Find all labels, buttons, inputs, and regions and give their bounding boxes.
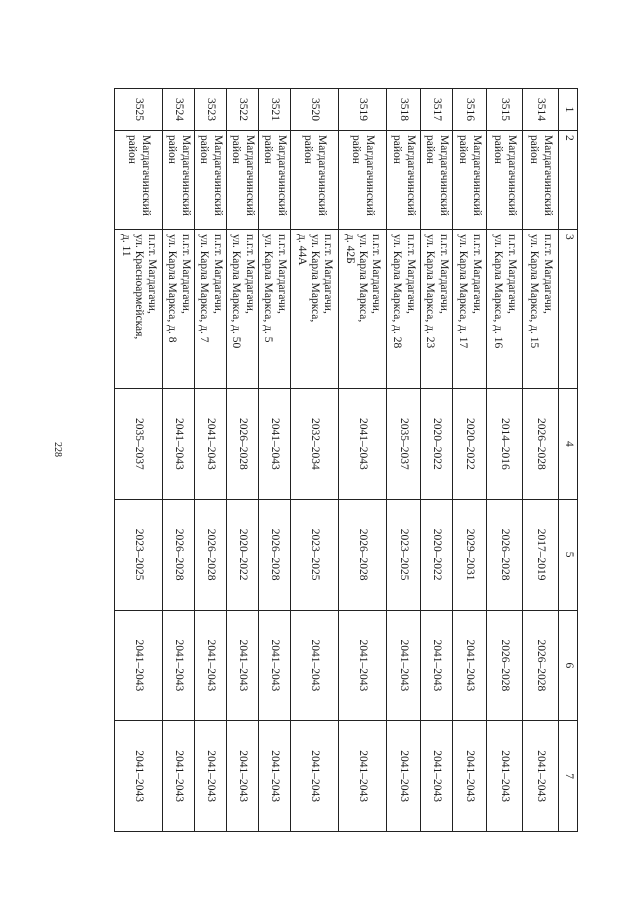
address-cell xyxy=(163,230,195,389)
row-number-cell: 3516 xyxy=(453,89,487,131)
address-cell xyxy=(291,230,339,389)
address-cell xyxy=(115,230,163,389)
district-cell-line: Магдагачинский xyxy=(275,135,288,216)
period-cell-col7: 2041–2043 xyxy=(421,721,453,832)
address-cell-line: ул. Карла Маркса, д. 50 xyxy=(230,234,243,349)
address-cell-line: ул. Карла Маркса, д. 7 xyxy=(198,234,211,343)
district-cell-line: район xyxy=(391,135,404,164)
district-cell-line: Магдагачинский xyxy=(179,135,192,216)
period-cell-col5: 2029–2031 xyxy=(453,499,487,610)
table-body xyxy=(115,89,559,832)
period-cell-col6: 2041–2043 xyxy=(259,610,291,721)
table-row xyxy=(339,89,387,832)
address-cell-line: ул. Карла Маркса, xyxy=(357,234,370,323)
district-cell-line: район xyxy=(457,135,470,164)
district-cell xyxy=(227,131,259,230)
address-cell xyxy=(523,230,559,389)
address-cell-line: ул. Карла Маркса, xyxy=(309,234,322,323)
district-cell-line: район xyxy=(302,135,315,164)
row-number-cell: 3519 xyxy=(339,89,387,131)
period-cell-col7: 2041–2043 xyxy=(291,721,339,832)
address-cell xyxy=(421,230,453,389)
district-cell-line: Магдагачинский xyxy=(211,135,224,216)
period-cell-col6: 2026–2028 xyxy=(523,610,559,721)
period-cell-col7: 2041–2043 xyxy=(115,721,163,832)
table-row xyxy=(227,89,259,832)
period-cell-col7: 2041–2043 xyxy=(523,721,559,832)
period-cell-col7: 2041–2043 xyxy=(259,721,291,832)
row-number-cell: 3522 xyxy=(227,89,259,131)
district-cell-line: район xyxy=(492,135,505,164)
period-cell-col4: 2041–2043 xyxy=(195,389,227,500)
period-cell-col5: 2026–2028 xyxy=(195,499,227,610)
district-cell-line: район xyxy=(424,135,437,164)
row-number-cell: 3517 xyxy=(421,89,453,131)
period-cell-col4: 2041–2043 xyxy=(163,389,195,500)
district-cell-line: район xyxy=(166,135,179,164)
column-header-1: 1 xyxy=(559,89,578,131)
address-cell xyxy=(453,230,487,389)
address-cell-line: д. 42Б xyxy=(343,234,356,264)
period-cell-col4: 2014–2016 xyxy=(487,389,523,500)
column-header-6: 6 xyxy=(559,610,578,721)
district-cell-line: район xyxy=(350,135,363,164)
period-cell-col6: 2041–2043 xyxy=(115,610,163,721)
address-cell-line: ул. Карла Маркса, д. 16 xyxy=(492,234,505,349)
column-header-5: 5 xyxy=(559,499,578,610)
period-cell-col7: 2041–2043 xyxy=(339,721,387,832)
table-row xyxy=(387,89,421,832)
table-row xyxy=(163,89,195,832)
address-cell-line: п.г.т. Магдагачи, xyxy=(370,234,383,314)
district-cell xyxy=(523,131,559,230)
row-number-cell: 3521 xyxy=(259,89,291,131)
period-cell-col6: 2041–2043 xyxy=(453,610,487,721)
table-row xyxy=(115,89,163,832)
address-cell-line: п.г.т. Магдагачи, xyxy=(243,234,256,314)
district-cell xyxy=(259,131,291,230)
district-cell-line: Магдагачинский xyxy=(315,135,328,216)
district-cell xyxy=(453,131,487,230)
column-header-4: 4 xyxy=(559,389,578,500)
period-cell-col5: 2026–2028 xyxy=(259,499,291,610)
district-cell-line: Магдагачинский xyxy=(139,135,152,216)
period-cell-col4: 2032–2034 xyxy=(291,389,339,500)
schedule-table xyxy=(114,88,578,832)
period-cell-col7: 2041–2043 xyxy=(163,721,195,832)
address-cell-line: ул. Карла Маркса, д. 15 xyxy=(528,234,541,349)
row-number-cell: 3514 xyxy=(523,89,559,131)
header-row xyxy=(559,89,578,832)
page-number: 228 xyxy=(52,442,63,457)
district-cell xyxy=(487,131,523,230)
district-cell-line: Магдагачинский xyxy=(404,135,417,216)
address-cell xyxy=(487,230,523,389)
address-cell-line: ул. Карла Маркса, д. 17 xyxy=(457,234,470,349)
district-cell-line: Магдагачинский xyxy=(470,135,483,216)
district-cell-line: Магдагачинский xyxy=(243,135,256,216)
period-cell-col7: 2041–2043 xyxy=(227,721,259,832)
period-cell-col7: 2041–2043 xyxy=(487,721,523,832)
period-cell-col5: 2023–2025 xyxy=(115,499,163,610)
district-cell-line: район xyxy=(262,135,275,164)
period-cell-col6: 2041–2043 xyxy=(339,610,387,721)
address-cell-line: п.г.т. Магдагачи, xyxy=(437,234,450,314)
district-cell-line: Магдагачинский xyxy=(437,135,450,216)
district-cell xyxy=(339,131,387,230)
district-cell xyxy=(115,131,163,230)
address-cell-line: ул. Карла Маркса, д. 8 xyxy=(166,234,179,343)
district-cell xyxy=(387,131,421,230)
address-cell-line: ул. Карла Маркса, д. 28 xyxy=(391,234,404,349)
period-cell-col6: 2041–2043 xyxy=(387,610,421,721)
period-cell-col5: 2026–2028 xyxy=(163,499,195,610)
period-cell-col4: 2026–2028 xyxy=(227,389,259,500)
district-cell-line: район xyxy=(198,135,211,164)
district-cell xyxy=(421,131,453,230)
period-cell-col4: 2035–2037 xyxy=(387,389,421,500)
address-cell xyxy=(227,230,259,389)
address-cell-line: д. 44А xyxy=(295,234,308,266)
district-cell xyxy=(291,131,339,230)
column-header-7: 7 xyxy=(559,721,578,832)
address-cell xyxy=(195,230,227,389)
period-cell-col4: 2026–2028 xyxy=(523,389,559,500)
table-row xyxy=(195,89,227,832)
period-cell-col5: 2026–2028 xyxy=(487,499,523,610)
period-cell-col6: 2041–2043 xyxy=(163,610,195,721)
period-cell-col6: 2041–2043 xyxy=(195,610,227,721)
column-header-3: 3 xyxy=(559,230,578,389)
period-cell-col4: 2035–2037 xyxy=(115,389,163,500)
rotated-table-container xyxy=(114,88,578,832)
table-row xyxy=(453,89,487,832)
address-cell-line: п.г.т. Магдагачи, xyxy=(470,234,483,314)
period-cell-col5: 2026–2028 xyxy=(339,499,387,610)
district-cell-line: район xyxy=(126,135,139,164)
row-number-cell: 3515 xyxy=(487,89,523,131)
address-cell-line: п.г.т. Магдагачи, xyxy=(404,234,417,314)
row-number-cell: 3524 xyxy=(163,89,195,131)
address-cell xyxy=(339,230,387,389)
address-cell-line: п.г.т. Магдагачи, xyxy=(322,234,335,314)
period-cell-col5: 2017–2019 xyxy=(523,499,559,610)
period-cell-col5: 2023–2025 xyxy=(387,499,421,610)
district-cell xyxy=(163,131,195,230)
period-cell-col5: 2020–2022 xyxy=(421,499,453,610)
district-cell-line: Магдагачинский xyxy=(505,135,518,216)
address-cell-line: п.г.т. Магдагачи, xyxy=(146,234,159,314)
address-cell-line: п.г.т. Магдагачи, xyxy=(211,234,224,314)
period-cell-col6: 2041–2043 xyxy=(291,610,339,721)
address-cell-line: п.г.т. Магдагачи, xyxy=(275,234,288,314)
table-row xyxy=(523,89,559,832)
address-cell xyxy=(387,230,421,389)
address-cell-line: д. 11 xyxy=(119,234,132,257)
column-header-2: 2 xyxy=(559,131,578,230)
period-cell-col5: 2023–2025 xyxy=(291,499,339,610)
period-cell-col4: 2041–2043 xyxy=(259,389,291,500)
row-number-cell: 3518 xyxy=(387,89,421,131)
period-cell-col4: 2020–2022 xyxy=(421,389,453,500)
period-cell-col4: 2041–2043 xyxy=(339,389,387,500)
period-cell-col4: 2020–2022 xyxy=(453,389,487,500)
period-cell-col6: 2041–2043 xyxy=(227,610,259,721)
address-cell-line: ул. Красноармейская, xyxy=(133,234,146,340)
period-cell-col7: 2041–2043 xyxy=(453,721,487,832)
table-row xyxy=(487,89,523,832)
period-cell-col7: 2041–2043 xyxy=(195,721,227,832)
district-cell-line: Магдагачинский xyxy=(541,135,554,216)
address-cell-line: ул. Карла Маркса, д. 5 xyxy=(262,234,275,343)
table-row xyxy=(421,89,453,832)
district-cell xyxy=(195,131,227,230)
table-row xyxy=(259,89,291,832)
period-cell-col5: 2020–2022 xyxy=(227,499,259,610)
period-cell-col7: 2041–2043 xyxy=(387,721,421,832)
table-row xyxy=(291,89,339,832)
district-cell-line: Магдагачинский xyxy=(363,135,376,216)
address-cell-line: ул. Карла Маркса, д. 23 xyxy=(424,234,437,349)
district-cell-line: район xyxy=(230,135,243,164)
row-number-cell: 3523 xyxy=(195,89,227,131)
period-cell-col6: 2026–2028 xyxy=(487,610,523,721)
period-cell-col6: 2041–2043 xyxy=(421,610,453,721)
district-cell-line: район xyxy=(528,135,541,164)
address-cell xyxy=(259,230,291,389)
row-number-cell: 3520 xyxy=(291,89,339,131)
address-cell-line: п.г.т. Магдагачи, xyxy=(541,234,554,314)
address-cell-line: п.г.т. Магдагачи, xyxy=(505,234,518,314)
address-cell-line: п.г.т. Магдагачи, xyxy=(179,234,192,314)
row-number-cell: 3525 xyxy=(115,89,163,131)
